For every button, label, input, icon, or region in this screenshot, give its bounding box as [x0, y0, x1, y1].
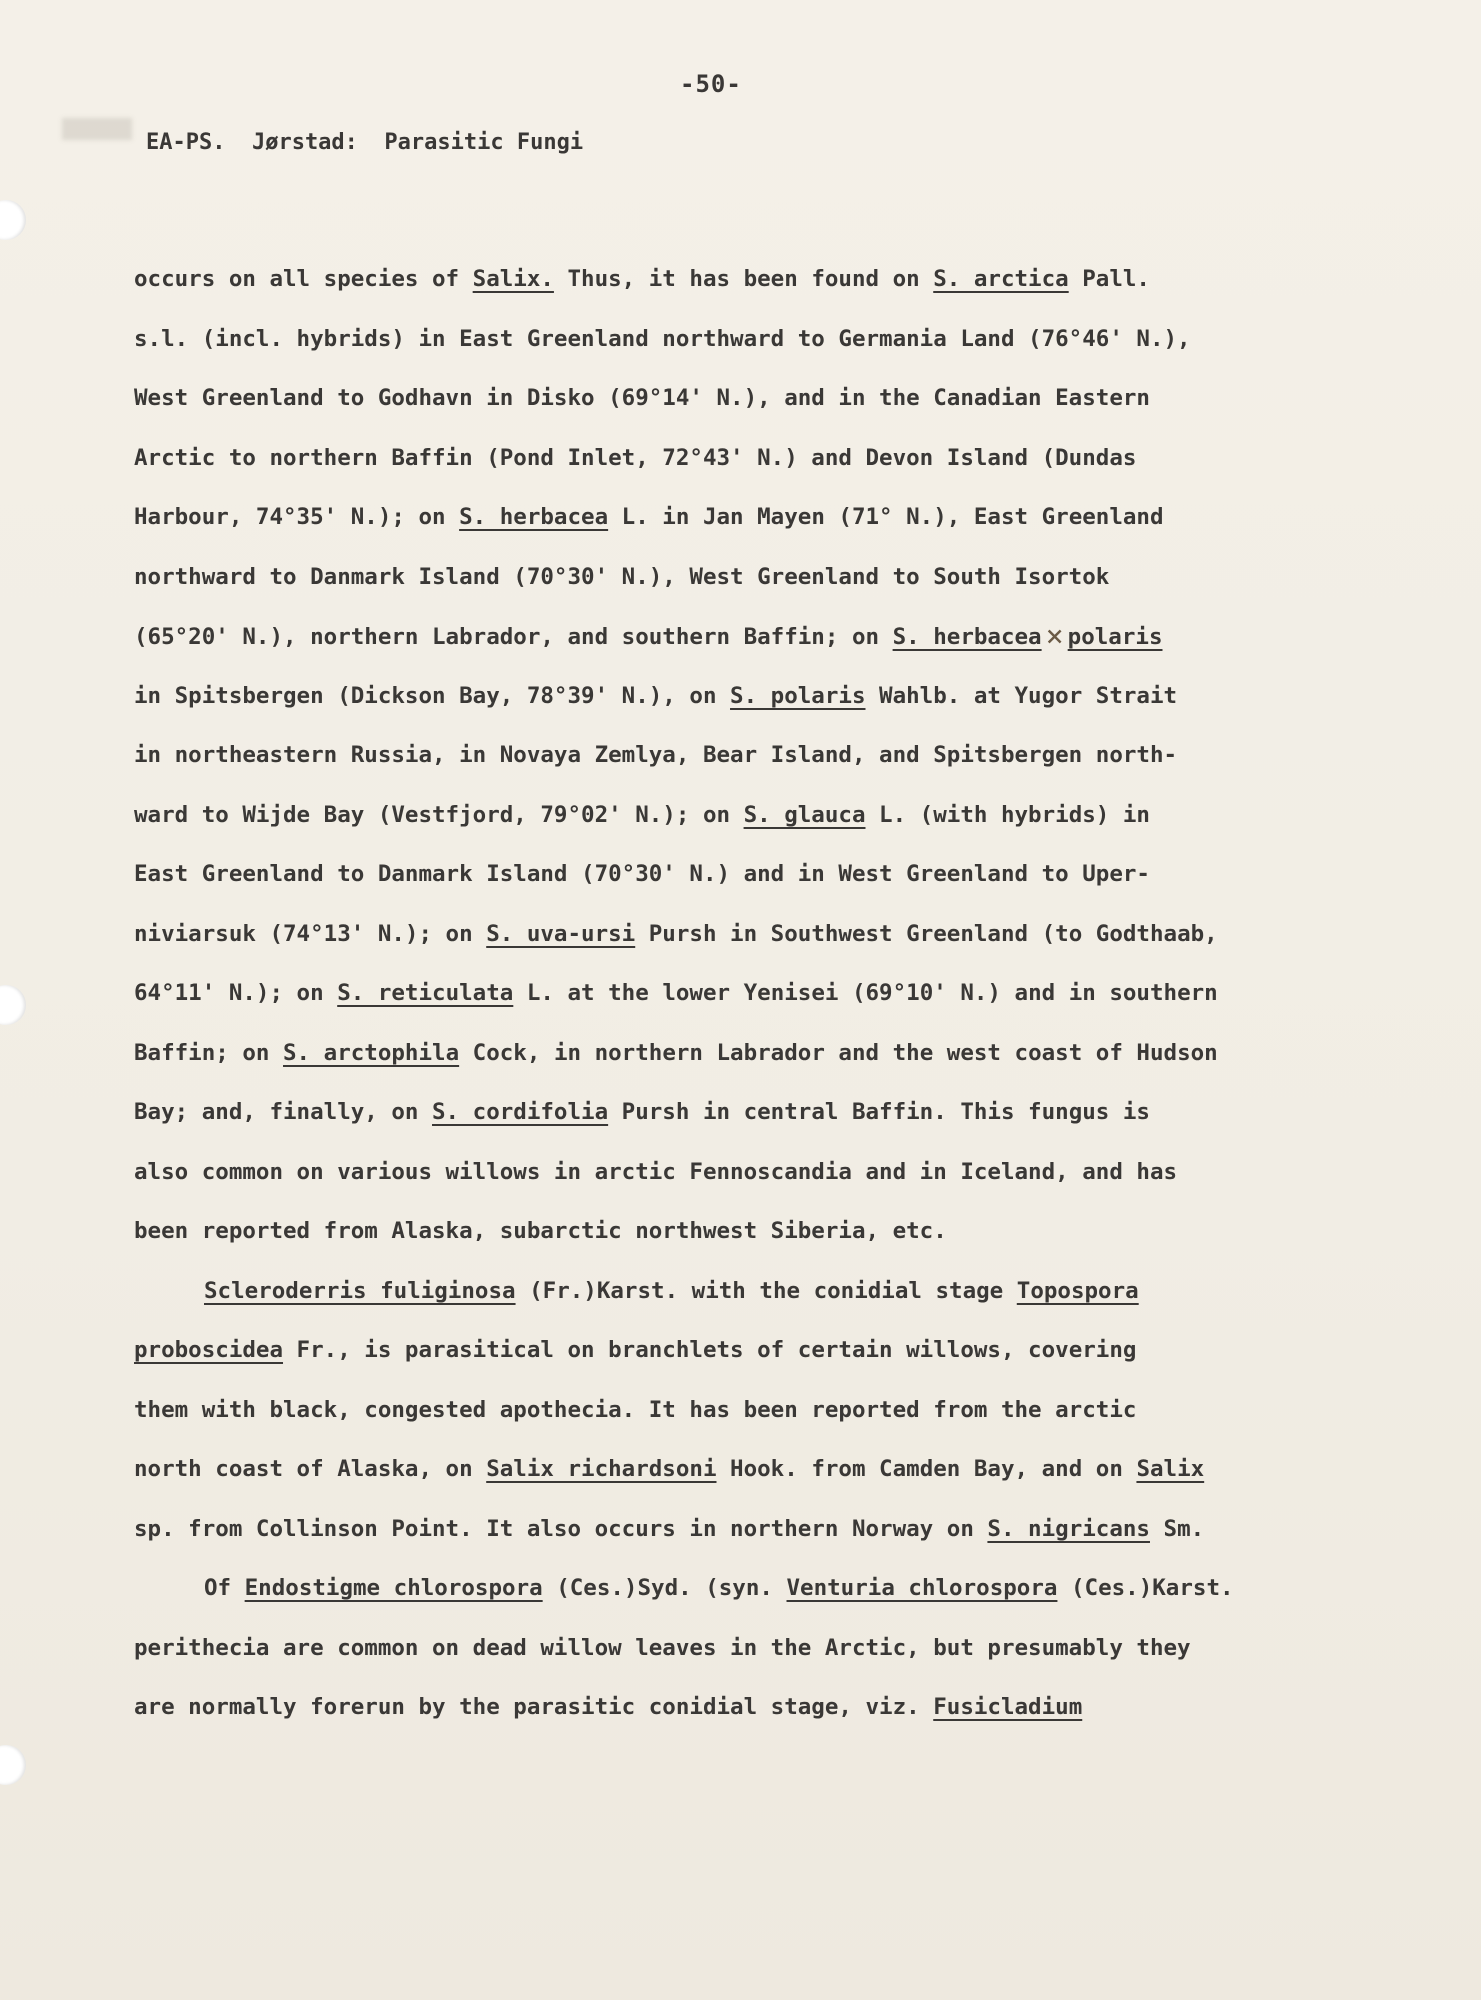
- underlined-taxon: Fusicladium: [933, 1694, 1083, 1720]
- text-run: been reported from Alaska, subarctic northwest Siberia, etc.: [134, 1218, 947, 1244]
- text-run: Fr., is parasitical on branchlets of certain willows, covering: [283, 1337, 1137, 1363]
- text-line: [134, 1381, 1354, 1441]
- text-line: [134, 964, 1354, 1024]
- text-run: north coast of Alaska, on: [134, 1456, 487, 1482]
- text-line: [134, 1619, 1354, 1679]
- text-run: s.l. (incl. hybrids) in East Greenland northward to Germania Land (76°46' N.),: [134, 325, 1191, 352]
- underlined-taxon: S. uva-ursi: [486, 920, 636, 947]
- text-run: Pursh in Southwest Greenland (to Godthaab,: [635, 920, 1218, 947]
- text-line: [134, 726, 1354, 786]
- underlined-taxon: polaris: [1067, 624, 1163, 650]
- text-line: [134, 1083, 1354, 1143]
- text-run: L. (with hybrids) in: [865, 801, 1150, 828]
- text-line: [134, 548, 1354, 608]
- text-run: Thus, it has been found on: [553, 266, 934, 292]
- underlined-taxon: Salix: [1136, 1456, 1205, 1482]
- punch-hole: [0, 200, 26, 240]
- text-line: [134, 1559, 1354, 1619]
- text-line: [134, 1024, 1354, 1084]
- text-run: also common on various willows in arctic Fennoscandia and in Iceland, and has: [134, 1158, 1178, 1185]
- text-run: (Fr.)Karst. with the conidial stage: [515, 1277, 1017, 1304]
- text-line: [134, 250, 1354, 310]
- text-line: [134, 1321, 1354, 1381]
- punch-hole: [0, 1745, 26, 1785]
- text-line: [134, 310, 1354, 370]
- underlined-taxon: Scleroderris fuliginosa: [204, 1277, 516, 1304]
- text-run: (Ces.)Karst.: [1057, 1575, 1234, 1601]
- underlined-taxon: S. nigricans: [987, 1515, 1150, 1542]
- text-run: L. at the lower Yenisei (69°10' N.) and in southern: [513, 980, 1218, 1006]
- running-head: EA-PS. Jørstad: Parasitic Fungi: [146, 130, 584, 155]
- underlined-taxon: S. herbacea: [459, 504, 609, 530]
- text-run: Of: [204, 1575, 245, 1601]
- text-line: [134, 845, 1354, 905]
- text-line: [134, 1500, 1354, 1560]
- page-number: -50-: [680, 70, 742, 98]
- text-line: [134, 607, 1354, 667]
- text-run: northward to Danmark Island (70°30' N.), West Greenland to South Isortok: [134, 563, 1110, 590]
- text-line: [134, 1202, 1354, 1262]
- text-run: Pall.: [1068, 266, 1150, 292]
- text-line: [134, 1440, 1354, 1500]
- text-run: them with black, congested apothecia. It has been reported from the arctic: [134, 1396, 1137, 1423]
- text-run: Sm.: [1149, 1515, 1205, 1542]
- underlined-taxon: proboscidea: [134, 1337, 284, 1363]
- text-run: East Greenland to Danmark Island (70°30' N.) and in West Greenland to Uper-: [134, 861, 1150, 887]
- text-line: [134, 786, 1354, 846]
- text-run: ward to Wijde Bay (Vestfjord, 79°02' N.); on: [134, 801, 744, 828]
- text-run: sp. from Collinson Point. It also occurs in northern Norway on: [134, 1515, 988, 1542]
- text-run: L. in Jan Mayen (71° N.), East Greenland: [608, 504, 1164, 530]
- text-run: perithecia are common on dead willow leaves in the Arctic, but presumably they: [134, 1634, 1191, 1661]
- underlined-taxon: S. arctica: [933, 266, 1069, 292]
- text-run: occurs on all species of: [134, 266, 473, 292]
- text-run: niviarsuk (74°13' N.); on: [134, 920, 487, 947]
- underlined-taxon: S. reticulata: [337, 980, 514, 1006]
- underlined-taxon: Salix.: [472, 266, 554, 292]
- text-line: [134, 667, 1354, 727]
- text-run: in Spitsbergen (Dickson Bay, 78°39' N.), on: [134, 682, 731, 709]
- text-run: (65°20' N.), northern Labrador, and southern Baffin; on: [134, 624, 893, 650]
- text-run: (Ces.)Syd. (syn.: [542, 1575, 787, 1601]
- text-line: [134, 905, 1354, 965]
- text-run: Baffin; on: [134, 1039, 284, 1066]
- text-run: Pursh in central Baffin. This fungus is: [608, 1099, 1150, 1125]
- body-text: [134, 250, 1354, 1738]
- text-line: [134, 1143, 1354, 1203]
- text-run: Harbour, 74°35' N.); on: [134, 504, 460, 530]
- underlined-taxon: S. glauca: [743, 801, 866, 828]
- underlined-taxon: S. arctophila: [283, 1039, 460, 1066]
- underlined-taxon: Venturia chlorospora: [786, 1575, 1058, 1601]
- punch-hole: [0, 985, 26, 1025]
- text-run: Wahlb. at Yugor Strait: [865, 682, 1178, 709]
- underlined-taxon: S. polaris: [730, 682, 866, 709]
- text-run: 64°11' N.); on: [134, 980, 338, 1006]
- text-run: Hook. from Camden Bay, and on: [716, 1456, 1137, 1482]
- text-line: [134, 429, 1354, 489]
- text-run: in northeastern Russia, in Novaya Zemlya, Bear Island, and Spitsbergen north-: [134, 742, 1178, 768]
- underlined-taxon: Endostigme chlorospora: [244, 1575, 543, 1601]
- underlined-taxon: S. herbacea: [892, 624, 1042, 650]
- text-line: [134, 488, 1354, 548]
- underlined-taxon: Topospora: [1016, 1277, 1139, 1304]
- underlined-taxon: S. cordifolia: [432, 1099, 609, 1125]
- text-run: Cock, in northern Labrador and the west coast of Hudson: [459, 1039, 1218, 1066]
- paper-smudge: [62, 118, 132, 140]
- text-run: Arctic to northern Baffin (Pond Inlet, 72°43' N.) and Devon Island (Dundas: [134, 444, 1137, 471]
- text-line: [134, 369, 1354, 429]
- underlined-taxon: Salix richardsoni: [486, 1456, 717, 1482]
- text-line: [134, 1678, 1354, 1738]
- handwritten-hybrid-mark: ×: [1045, 619, 1064, 654]
- text-run: are normally forerun by the parasitic conidial stage, viz.: [134, 1694, 934, 1720]
- text-line: [134, 1262, 1354, 1322]
- text-run: Bay; and, finally, on: [134, 1099, 433, 1125]
- text-run: West Greenland to Godhavn in Disko (69°14' N.), and in the Canadian Eastern: [134, 385, 1150, 411]
